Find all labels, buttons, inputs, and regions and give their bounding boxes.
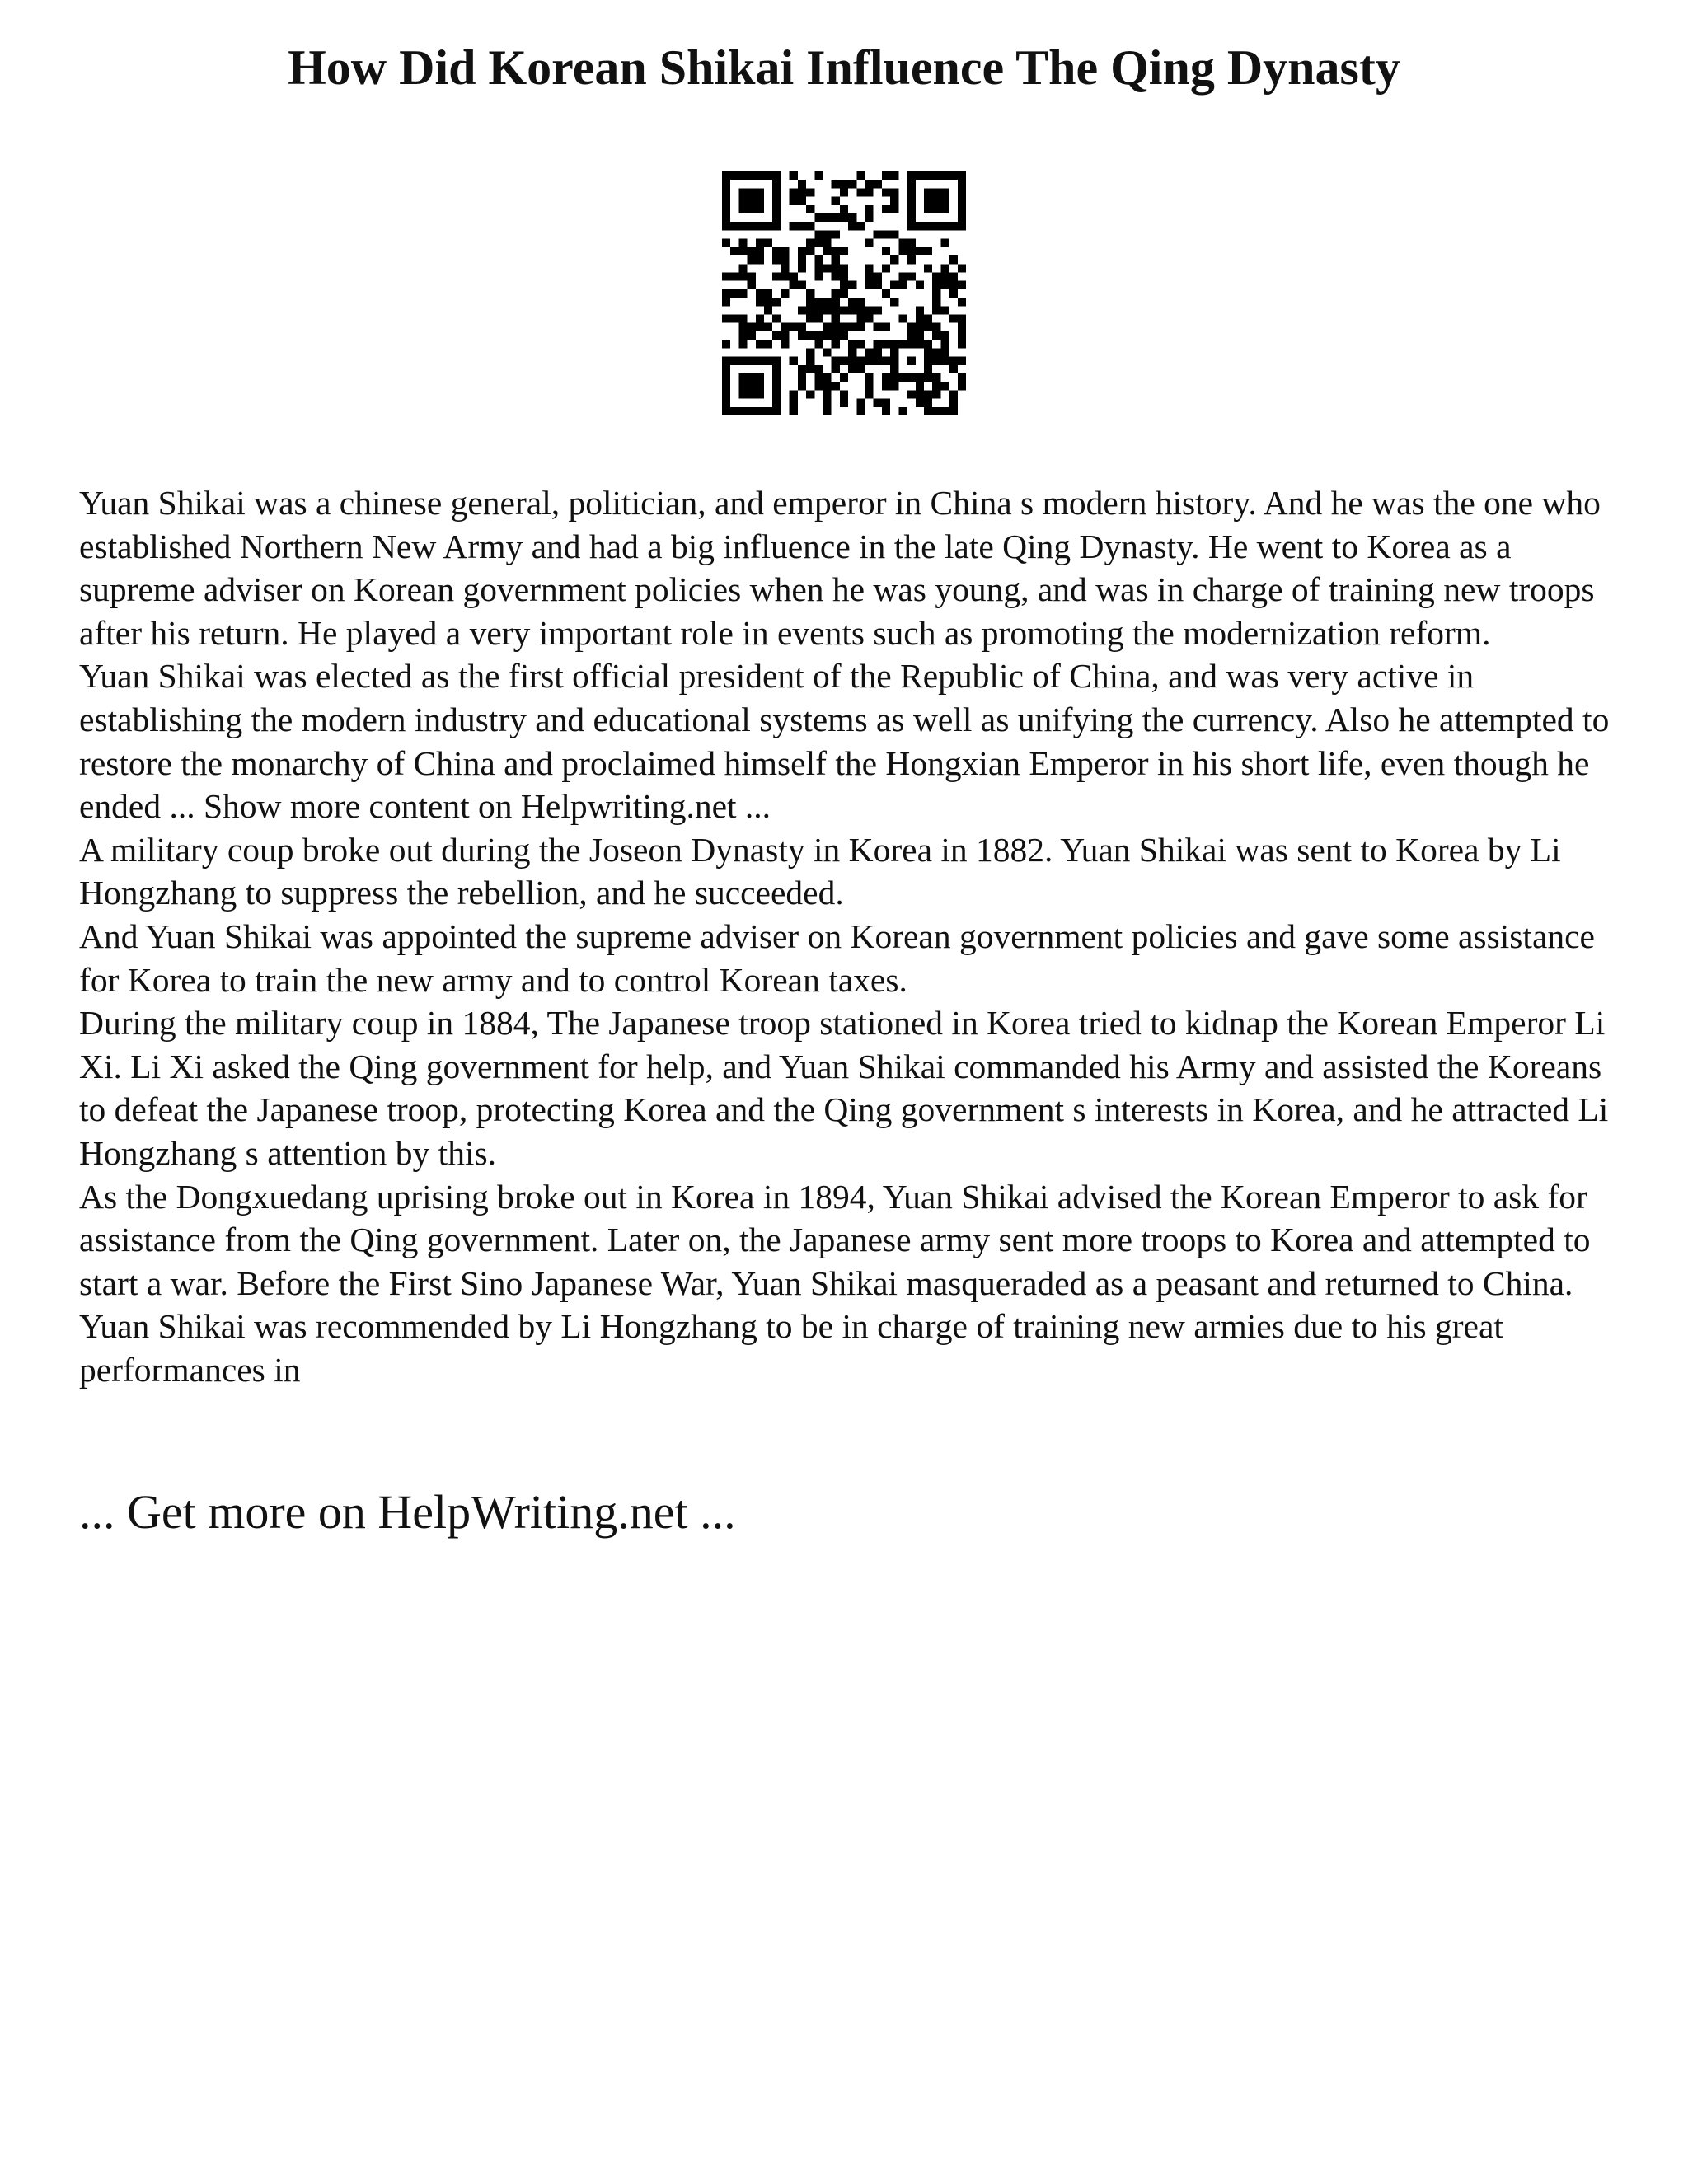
qr-code-graphic <box>722 171 966 415</box>
article-body <box>79 481 1629 1391</box>
paragraph: During the military coup in 1884, The Japanese troop stationed in Korea tried to kidnap the Korean Emperor Li Xi. Li Xi asked the Qing government for help, and Yuan Shikai commanded his Army and assisted the Koreans to defeat the Japanese troop, protecting Korea and the Qing government s interests in Korea, and he attracted Li Hongzhang s attention by this. <box>79 1004 1609 1172</box>
get-more-link[interactable]: ... Get more on HelpWriting.net ... <box>79 1485 736 1539</box>
paragraph: As the Dongxuedang uprising broke out in Korea in 1894, Yuan Shikai advised the Korean Emperor to ask for assistance from the Qing government. Later on, the Japanese army sent more troops to Korea and attempted to start a war. Before the First Sino Japanese War, Yuan Shikai masqueraded as a peasant and returned to China. Yuan Shikai was recommended by Li Hongzhang to be in charge of training new armies due to his great performances in <box>79 1177 1591 1389</box>
paragraph: A military coup broke out during the Joseon Dynasty in Korea in 1882. Yuan Shikai was sent to Korea by Li Hongzhang to suppress the rebellion, and he succeeded. <box>79 830 1561 912</box>
paragraph: Yuan Shikai was a chinese general, politician, and emperor in China s modern history. And he was the one who established Northern New Army and had a big influence in the late Qing Dynasty. He went to Korea as a supreme adviser on Korean government policies when he was young, and was in charge of training new troops after his return. He played a very important role in events such as promoting the modernization reform. <box>79 484 1601 652</box>
qr-code-icon <box>722 171 966 415</box>
page-title: How Did Korean Shikai Influence The Qing Dynasty <box>288 40 1400 95</box>
paragraph: Yuan Shikai was elected as the first official president of the Republic of China, and was very active in establishing the modern industry and educational systems as well as unifying the currency. Also he attempted to restore the monarchy of China and proclaimed himself the Hongxian Emperor in his short life, even though he ended ... Show more content on Helpwriting.net ... <box>79 657 1610 826</box>
paragraph: And Yuan Shikai was appointed the supreme adviser on Korean government policies and gave some assistance for Korea to train the new army and to control Korean taxes. <box>79 916 1595 999</box>
